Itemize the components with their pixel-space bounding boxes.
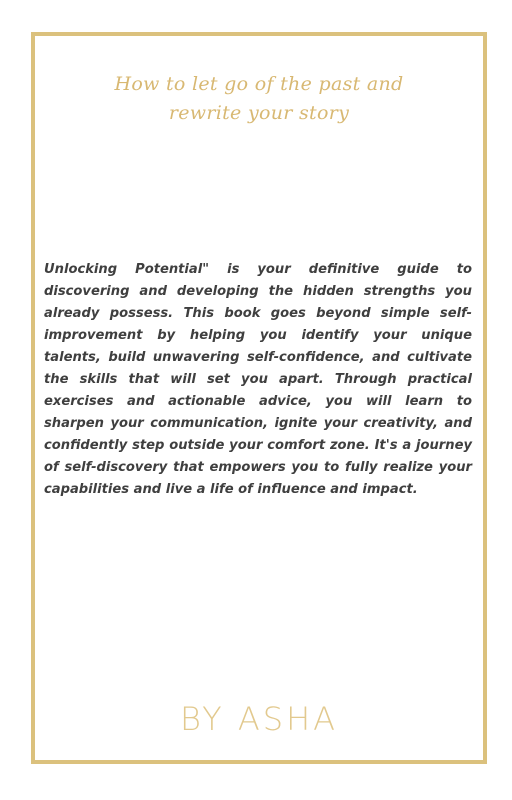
- author-byline: BY ASHA: [179, 700, 339, 738]
- cover-title-line-2: rewrite your story: [168, 102, 350, 124]
- book-description: Unlocking Potential" is your definitive guide to discovering and developing the hidden strengths you already possess. This book goes beyond simple self-improvement by helping you identify your unique talents, build unwavering self-confidence, and cultivate the skills that will set you apart. Through practical exercises and actionable advice, you will learn to sharpen your communication, ignite your creativity, and confidently step outside your comfort zone. It's a journey of self-discovery that empowers you to fully realize your capabilities and live a life of influence and impact.: [44, 262, 472, 497]
- cover-title-line-1: How to let go of the past and: [114, 73, 404, 95]
- cover-frame: [31, 32, 487, 764]
- cover-title: [35, 70, 483, 128]
